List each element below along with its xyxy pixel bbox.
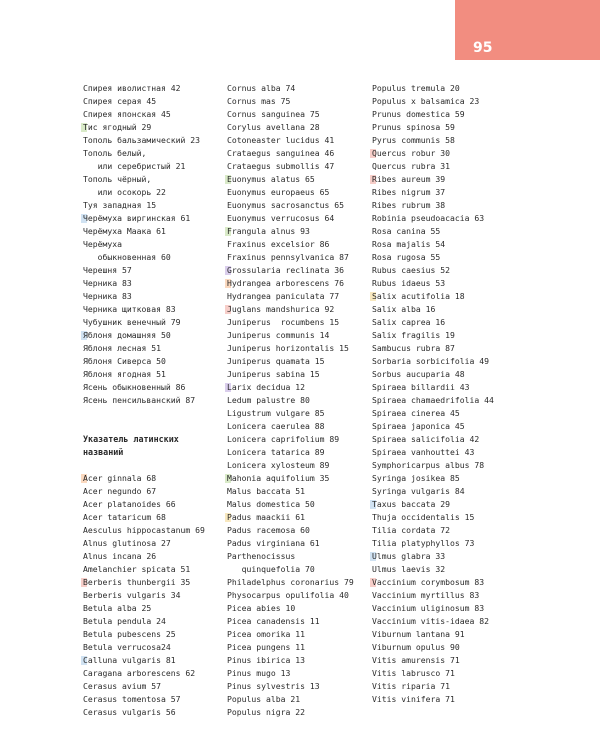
index-entry (83, 537, 223, 550)
index-entry-text: Crataegus submollis 47 (227, 161, 335, 171)
index-entry (83, 641, 223, 654)
index-entry-text: Rosa majalis 54 (372, 239, 446, 249)
index-entry (83, 238, 223, 251)
index-entry (83, 160, 223, 173)
index-entry-text: Cornus alba 74 (227, 83, 296, 93)
index-entry (83, 342, 223, 355)
index-entry-text: Cerasus tomentosa 57 (83, 694, 181, 704)
index-entry-text: Salix alba 16 (372, 304, 436, 314)
latin-index-heading-line-2: названий (83, 447, 124, 457)
page-number: 95 (473, 40, 493, 56)
index-entry-text: Juniperus quamata 15 (227, 356, 325, 366)
index-entry-text: Prunus spinosa 59 (372, 122, 455, 132)
index-entry (372, 82, 522, 95)
index-entry-text: или осокорь 22 (83, 187, 166, 197)
index-entry (372, 524, 522, 537)
index-entry (227, 355, 367, 368)
index-entry (372, 134, 522, 147)
index-entry-text: Populus tremula 20 (372, 83, 460, 93)
index-entry (227, 316, 367, 329)
index-entry (83, 602, 223, 615)
index-entry (83, 290, 223, 303)
index-entry-text: Ясень обыкновенный 86 (83, 382, 186, 392)
index-entry (227, 511, 367, 524)
index-entry (227, 342, 367, 355)
index-entry-text: Thuja occidentalis 15 (372, 512, 475, 522)
index-entry-text: Juglans mandshurica 92 (227, 304, 335, 314)
latin-index-heading-line-1: Указатель латинских (83, 434, 179, 444)
index-entry-text: Spiraea vanhouttei 43 (372, 447, 475, 457)
index-entry-text: Viburnum opulus 90 (372, 642, 460, 652)
index-entry-text: Betula pubescens 25 (83, 629, 176, 639)
index-entry (227, 277, 367, 290)
index-entry (227, 576, 367, 589)
index-entry (227, 173, 367, 186)
index-entry-text: Berberis vulgaris 34 (83, 590, 181, 600)
index-entry (227, 667, 367, 680)
index-entry (83, 485, 223, 498)
index-entry-text: Alnus glutinosa 27 (83, 538, 171, 548)
index-entry (372, 173, 522, 186)
index-entry-text: Alnus incana 26 (83, 551, 157, 561)
index-entry (372, 602, 522, 615)
index-entry-text: Malus baccata 51 (227, 486, 305, 496)
index-entry-text: Spiraea billardii 43 (372, 382, 470, 392)
index-entry (372, 303, 522, 316)
index-entry-text: Pinus ibirica 13 (227, 655, 305, 665)
index-entry-text: Lonicera caerulea 88 (227, 421, 325, 431)
index-entry (227, 329, 367, 342)
index-entry (372, 264, 522, 277)
index-entry (227, 550, 367, 563)
index-entry (227, 446, 367, 459)
index-entry-text: обыкновенная 60 (83, 252, 171, 262)
index-entry-text: Ясень пенсильванский 87 (83, 395, 196, 405)
index-entry-text: Яблоня домашняя 50 (83, 330, 171, 340)
index-entry-text: Tilia cordata 72 (372, 525, 450, 535)
index-entry (372, 147, 522, 160)
spacer (83, 420, 223, 433)
index-entry (83, 95, 223, 108)
index-entry-text: Prunus domestica 59 (372, 109, 465, 119)
index-entry (372, 199, 522, 212)
index-entry (372, 251, 522, 264)
index-entry (227, 95, 367, 108)
index-entry (83, 654, 223, 667)
index-entry-text: Спирея иволистная 42 (83, 83, 181, 93)
index-entry (372, 680, 522, 693)
index-entry-text: Черешня 57 (83, 265, 132, 275)
index-entry (372, 667, 522, 680)
index-entry-text: Cornus sanguinea 75 (227, 109, 320, 119)
index-entry-text: Яблоня лесная 51 (83, 343, 161, 353)
index-entry-text: Rubus idaeus 53 (372, 278, 446, 288)
index-entry (372, 498, 522, 511)
index-entry-text: Berberis thunbergii 35 (83, 577, 191, 587)
index-entry-text: Tilia platyphyllos 73 (372, 538, 475, 548)
index-entry (227, 238, 367, 251)
index-entry-text: Черника 83 (83, 291, 132, 301)
index-entry-text: Philadelphus coronarius 79 (227, 577, 354, 587)
index-entry-text: Cotoneaster lucidus 41 (227, 135, 335, 145)
index-entry-text: Amelanchier spicata 51 (83, 564, 191, 574)
index-entry (372, 420, 522, 433)
index-entry-text: Sorbaria sorbicifolia 49 (372, 356, 489, 366)
index-entry (227, 251, 367, 264)
index-entry-text: Ribes nigrum 37 (372, 187, 446, 197)
index-entry (227, 693, 367, 706)
index-entry (227, 498, 367, 511)
index-entry-text: Ligustrum vulgare 85 (227, 408, 325, 418)
index-entry-text: quinquefolia 70 (227, 564, 315, 574)
index-entry (227, 420, 367, 433)
index-entry (227, 641, 367, 654)
index-entry (227, 654, 367, 667)
index-entry (83, 199, 223, 212)
index-entry (372, 316, 522, 329)
index-entry (372, 277, 522, 290)
index-entry-text: Черёмуха (83, 239, 122, 249)
index-entry (227, 485, 367, 498)
index-entry (227, 225, 367, 238)
index-entry (227, 628, 367, 641)
index-entry-text: Яблоня ягодная 51 (83, 369, 166, 379)
russian-index-list (83, 82, 223, 407)
index-entry (83, 108, 223, 121)
index-entry-text: Euonymus europaeus 65 (227, 187, 330, 197)
index-entry-text: Crataegus sanguinea 46 (227, 148, 335, 158)
index-entry-text: Euonymus verrucosus 64 (227, 213, 335, 223)
index-entry (83, 667, 223, 680)
index-entry-text: Acer platanoides 66 (83, 499, 176, 509)
index-entry-text: Ribes aureum 39 (372, 174, 446, 184)
index-entry-text: Spiraea chamaedrifolia 44 (372, 395, 494, 405)
index-entry (83, 251, 223, 264)
index-entry (83, 147, 223, 160)
index-entry-text: Salix caprea 16 (372, 317, 446, 327)
index-entry-text: Rosa rugosa 55 (372, 252, 441, 262)
index-entry (227, 82, 367, 95)
index-entry (372, 329, 522, 342)
index-entry-text: Cornus mas 75 (227, 96, 291, 106)
index-entry-text: Spiraea japonica 45 (372, 421, 465, 431)
index-entry (83, 134, 223, 147)
index-entry (83, 615, 223, 628)
index-entry-text: Malus domestica 50 (227, 499, 315, 509)
index-entry (83, 394, 223, 407)
index-entry-text: Fraxinus pennsylvanica 87 (227, 252, 349, 262)
index-entry-text: Спирея серая 45 (83, 96, 157, 106)
index-entry (227, 602, 367, 615)
index-entry-text: Lonicera caprifolium 89 (227, 434, 340, 444)
index-entry-text: Betula verrucosa24 (83, 642, 171, 652)
index-entry (227, 381, 367, 394)
index-entry-text: Caragana arborescens 62 (83, 668, 196, 678)
index-entry-text: или серебристый 21 (83, 161, 186, 171)
index-entry-text: Padus maackii 61 (227, 512, 305, 522)
index-entry (372, 550, 522, 563)
index-entry (227, 433, 367, 446)
index-entry-text: Тополь бальзамический 23 (83, 135, 200, 145)
index-entry-text: Cerasus vulgaris 56 (83, 707, 176, 717)
index-entry (372, 615, 522, 628)
index-entry (227, 147, 367, 160)
index-entry (83, 381, 223, 394)
index-entry-text: Padus racemosa 60 (227, 525, 310, 535)
index-column-1 (83, 82, 223, 719)
index-entry (372, 628, 522, 641)
index-entry (83, 563, 223, 576)
index-entry (372, 589, 522, 602)
index-entry-text: Fraxinus excelsior 86 (227, 239, 330, 249)
index-entry-text: Symphoricarpus albus 78 (372, 460, 485, 470)
index-entry-text: Vaccinium corymbosum 83 (372, 577, 485, 587)
index-entry-text: Populus alba 21 (227, 694, 301, 704)
index-entry (83, 121, 223, 134)
index-entry (227, 459, 367, 472)
index-entry (372, 290, 522, 303)
index-entry-text: Juniperus horizontalis 15 (227, 343, 349, 353)
index-entry (227, 524, 367, 537)
index-entry-text: Hydrangea arborescens 76 (227, 278, 344, 288)
index-entry-text: Туя западная 15 (83, 200, 157, 210)
index-entry (83, 355, 223, 368)
index-entry-text: Betula pendula 24 (83, 616, 166, 626)
index-entry-text: Viburnum lantana 91 (372, 629, 465, 639)
index-entry (372, 407, 522, 420)
index-entry-text: Lonicera xylosteum 89 (227, 460, 330, 470)
index-entry (227, 199, 367, 212)
index-entry (83, 225, 223, 238)
index-entry (372, 238, 522, 251)
index-entry-text: Vitis riparia 71 (372, 681, 450, 691)
index-entry (372, 459, 522, 472)
index-entry-text: Чубушник венечный 79 (83, 317, 181, 327)
index-entry-text: Euonymus alatus 65 (227, 174, 315, 184)
index-entry (83, 264, 223, 277)
index-entry-text: Ribes rubrum 38 (372, 200, 446, 210)
index-entry (83, 472, 223, 485)
index-entry-text: Larix decidua 12 (227, 382, 305, 392)
index-entry (372, 576, 522, 589)
index-entry (83, 550, 223, 563)
index-entry (83, 576, 223, 589)
index-entry-text: Acer tataricum 68 (83, 512, 166, 522)
index-entry (227, 615, 367, 628)
index-entry (83, 680, 223, 693)
index-entry (372, 121, 522, 134)
spacer (83, 459, 223, 472)
index-entry (227, 472, 367, 485)
index-entry (227, 108, 367, 121)
index-entry-text: Euonymus sacrosanctus 65 (227, 200, 344, 210)
index-entry-text: Calluna vulgaris 81 (83, 655, 176, 665)
index-entry-text: Betula alba 25 (83, 603, 152, 613)
index-entry-text: Ulmus laevis 32 (372, 564, 446, 574)
index-entry-text: Quercus rubra 31 (372, 161, 450, 171)
index-entry (227, 160, 367, 173)
index-entry-text: Picea canadensis 11 (227, 616, 320, 626)
index-entry-text: Taxus baccata 29 (372, 499, 450, 509)
index-entry (372, 212, 522, 225)
index-entry-text: Parthenocissus (227, 551, 296, 561)
index-column-2 (227, 82, 367, 719)
index-entry-text: Acer negundo 67 (83, 486, 157, 496)
index-entry-text: Rosa canina 55 (372, 226, 441, 236)
index-entry (83, 212, 223, 225)
index-entry (372, 693, 522, 706)
index-entry-text: Hydrangea paniculata 77 (227, 291, 340, 301)
index-entry-text: Juniperus sabina 15 (227, 369, 320, 379)
index-entry-text: Тополь белый, (83, 148, 147, 158)
index-entry-text: Vitis labrusco 71 (372, 668, 455, 678)
index-entry (227, 589, 367, 602)
index-entry-text: Salix acutifolia 18 (372, 291, 465, 301)
index-entry (372, 381, 522, 394)
index-entry (83, 628, 223, 641)
index-column-3 (372, 82, 522, 706)
index-entry (227, 134, 367, 147)
index-entry (227, 680, 367, 693)
index-entry (372, 186, 522, 199)
index-entry-text: Vaccinium uliginosum 83 (372, 603, 485, 613)
index-entry-text: Pinus sylvestris 13 (227, 681, 320, 691)
index-entry-text: Populus nigra 22 (227, 707, 305, 717)
index-entry (83, 82, 223, 95)
index-entry (83, 329, 223, 342)
index-entry-text: Черника щитковая 83 (83, 304, 176, 314)
index-entry (227, 303, 367, 316)
index-entry-text: Syringa josikea 85 (372, 473, 460, 483)
index-entry (372, 485, 522, 498)
index-entry (372, 446, 522, 459)
index-entry-text: Черёмуха Маака 61 (83, 226, 166, 236)
index-entry-text: Ulmus glabra 33 (372, 551, 446, 561)
index-entry (372, 342, 522, 355)
index-entry-text: Frangula alnus 93 (227, 226, 310, 236)
index-entry-text: Robinia pseudoacacia 63 (372, 213, 485, 223)
index-entry (83, 524, 223, 537)
index-entry-text: Ledum palustre 80 (227, 395, 310, 405)
index-entry (227, 290, 367, 303)
index-entry (227, 264, 367, 277)
latin-index-list-start (83, 472, 223, 719)
index-entry (372, 654, 522, 667)
index-entry-text: Juniperus rocumbens 15 (227, 317, 340, 327)
index-entry (227, 121, 367, 134)
index-entry-text: Pyrus communis 58 (372, 135, 455, 145)
index-entry (227, 407, 367, 420)
index-entry (372, 537, 522, 550)
index-entry-text: Pinus mugo 13 (227, 668, 291, 678)
index-entry (372, 563, 522, 576)
index-entry-text: Vaccinium vitis-idaea 82 (372, 616, 489, 626)
index-entry (227, 706, 367, 719)
index-entry-text: Sorbus aucuparia 48 (372, 369, 465, 379)
index-entry (372, 225, 522, 238)
index-entry-text: Grossularia reclinata 36 (227, 265, 344, 275)
index-entry (227, 368, 367, 381)
index-entry-text: Padus virginiana 61 (227, 538, 320, 548)
spacer (83, 407, 223, 420)
index-entry-text: Vitis vinifera 71 (372, 694, 455, 704)
index-entry-text: Vaccinium myrtillus 83 (372, 590, 480, 600)
index-entry (227, 186, 367, 199)
index-entry (83, 706, 223, 719)
index-entry (83, 693, 223, 706)
index-entry-text: Тополь чёрный, (83, 174, 152, 184)
page-number-tab (455, 0, 600, 60)
index-entry-text: Juniperus communis 14 (227, 330, 330, 340)
index-entry (83, 511, 223, 524)
index-entry (372, 355, 522, 368)
index-entry (372, 95, 522, 108)
index-entry (372, 160, 522, 173)
index-entry (83, 316, 223, 329)
index-entry (227, 563, 367, 576)
index-entry (83, 186, 223, 199)
index-entry-text: Picea abies 10 (227, 603, 296, 613)
index-entry-text: Populus x balsamica 23 (372, 96, 480, 106)
index-entry (83, 589, 223, 602)
index-entry-text: Picea omorika 11 (227, 629, 305, 639)
index-entry (227, 394, 367, 407)
index-entry-text: Quercus robur 30 (372, 148, 450, 158)
index-entry (372, 368, 522, 381)
index-entry-text: Salix fragilis 19 (372, 330, 455, 340)
index-entry (83, 277, 223, 290)
index-entry-text: Яблоня Сиверса 50 (83, 356, 166, 366)
index-entry-text: Syringa vulgaris 84 (372, 486, 465, 496)
index-entry (372, 433, 522, 446)
index-entry-text: Physocarpus opulifolia 40 (227, 590, 349, 600)
index-entry-text: Sambucus rubra 87 (372, 343, 455, 353)
index-entry-text: Picea pungens 11 (227, 642, 305, 652)
index-entry-text: Aesculus hippocastanum 69 (83, 525, 205, 535)
index-entry-text: Rubus caesius 52 (372, 265, 450, 275)
index-entry (227, 212, 367, 225)
index-entry (227, 537, 367, 550)
index-entry (372, 511, 522, 524)
index-entry-text: Спирея японская 45 (83, 109, 171, 119)
index-entry (83, 498, 223, 511)
index-entry-text: Черёмуха виргинская 61 (83, 213, 191, 223)
index-entry (372, 472, 522, 485)
index-entry-text: Cerasus avium 57 (83, 681, 161, 691)
index-entry (83, 173, 223, 186)
index-entry (372, 641, 522, 654)
index-entry (372, 394, 522, 407)
index-entry-text: Mahonia aquifolium 35 (227, 473, 330, 483)
index-entry (83, 303, 223, 316)
index-entry-text: Lonicera tatarica 89 (227, 447, 325, 457)
index-entry-text: Spiraea cinerea 45 (372, 408, 460, 418)
index-entry (83, 368, 223, 381)
index-entry-text: Acer ginnala 68 (83, 473, 157, 483)
index-entry-text: Черника 83 (83, 278, 132, 288)
index-entry-text: Corylus avellana 28 (227, 122, 320, 132)
index-entry-text: Spiraea salicifolia 42 (372, 434, 480, 444)
index-entry (372, 108, 522, 121)
index-entry-text: Тис ягодный 29 (83, 122, 152, 132)
index-entry-text: Vitis amurensis 71 (372, 655, 460, 665)
